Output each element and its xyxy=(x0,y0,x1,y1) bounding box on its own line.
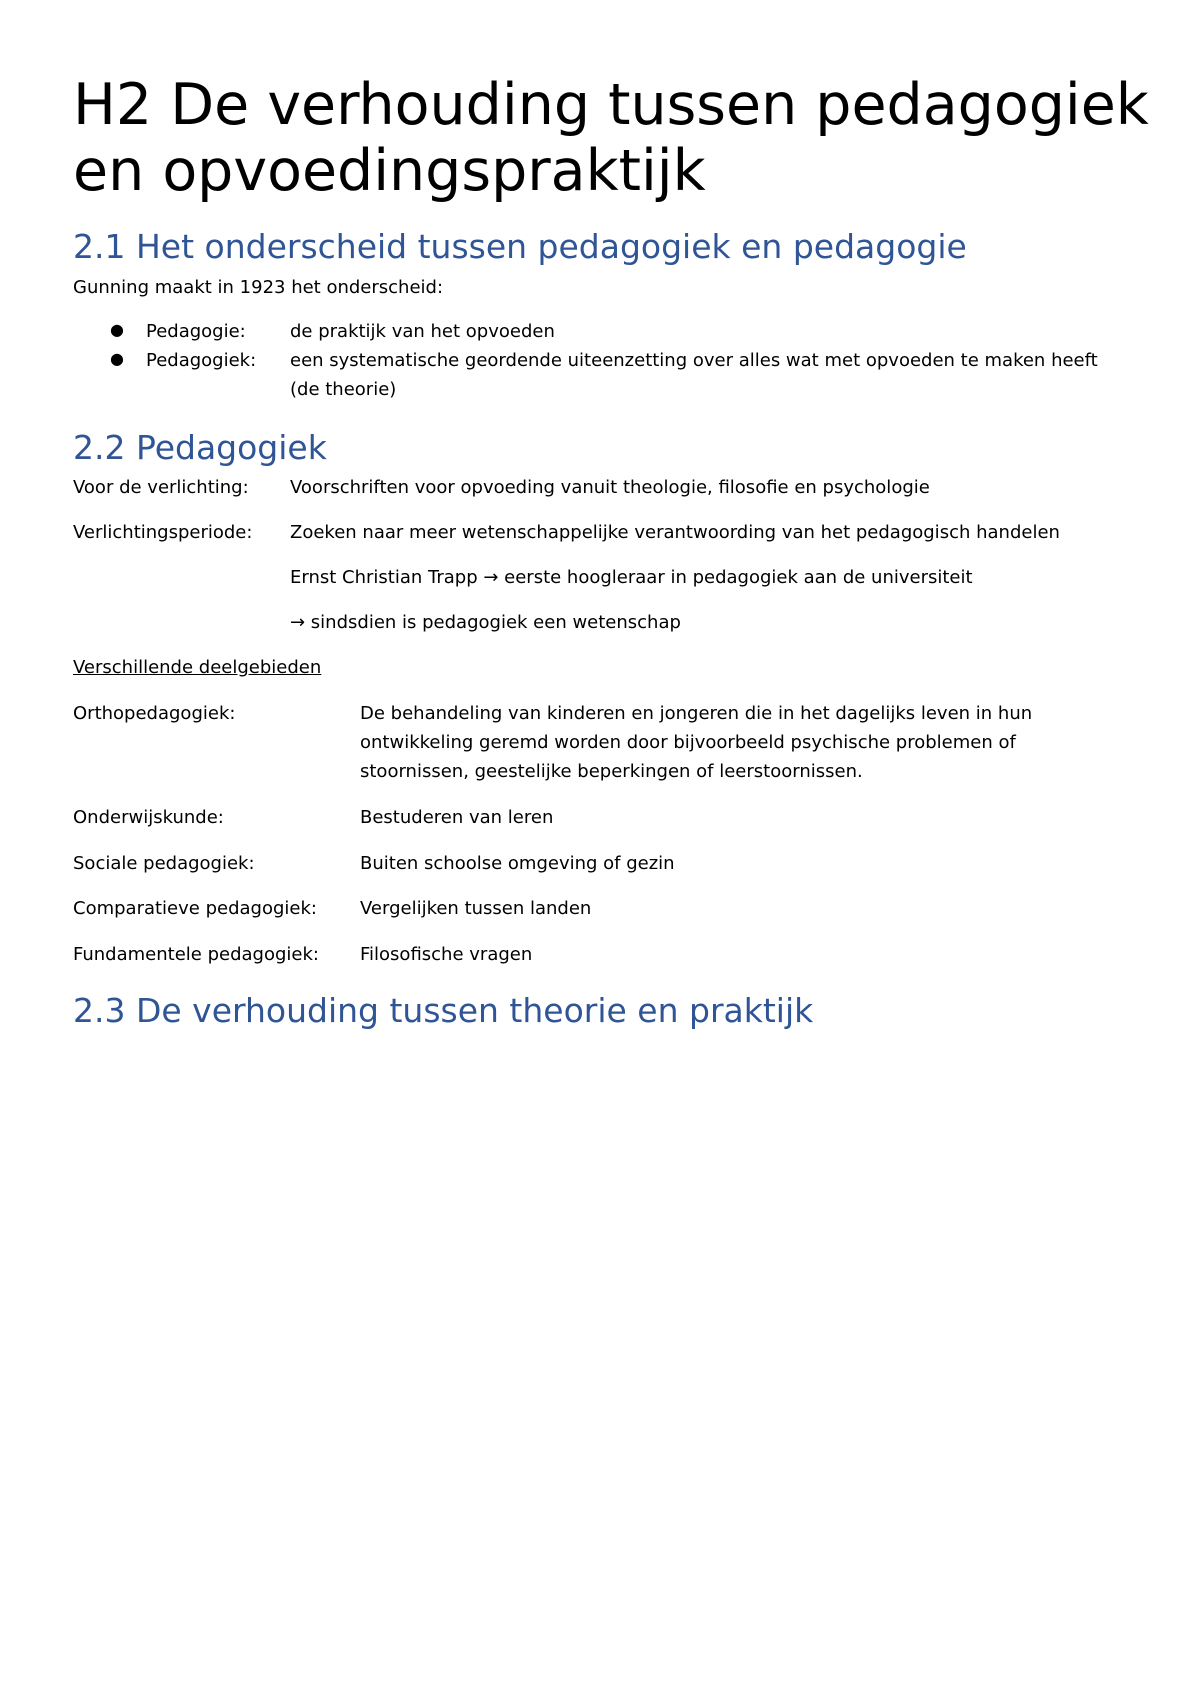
list-item-term: Pedagogie: xyxy=(146,321,246,342)
period-term: Voor de verlichting: xyxy=(73,477,249,498)
section-heading-2-2: 2.2 Pedagogiek xyxy=(73,428,327,467)
field-term: Fundamentele pedagogiek: xyxy=(73,944,319,965)
section-heading-2-3: 2.3 De verhouding tussen theorie en praktijk xyxy=(73,991,814,1030)
section-intro: Gunning maakt in 1923 het onderscheid: xyxy=(73,277,444,298)
list-item-term: Pedagogiek: xyxy=(146,350,257,371)
field-definition: Filosofische vragen xyxy=(360,944,533,965)
bullet-icon: ● xyxy=(110,349,124,368)
field-definition: Buiten schoolse omgeving of gezin xyxy=(360,853,675,874)
list-item-definition-cont: (de theorie) xyxy=(290,379,397,400)
science-note: → sindsdien is pedagogiek een wetenschap xyxy=(290,612,681,633)
trapp-note: Ernst Christian Trapp → eerste hoogleraar in pedagogiek aan de universiteit xyxy=(290,567,973,588)
page-title-line-1: H2 De verhouding tussen pedagogiek xyxy=(73,72,1149,138)
subheading-deelgebieden: Verschillende deelgebieden xyxy=(73,657,322,678)
field-term: Comparatieve pedagogiek: xyxy=(73,898,317,919)
period-definition: Zoeken naar meer wetenschappelijke verantwoording van het pedagogisch handelen xyxy=(290,522,1060,543)
field-term: Onderwijskunde: xyxy=(73,807,224,828)
field-definition-cont: ontwikkeling geremd worden door bijvoorbeeld psychische problemen of xyxy=(360,732,1016,753)
list-item-definition: de praktijk van het opvoeden xyxy=(290,321,555,342)
list-item-definition: een systematische geordende uiteenzetting over alles wat met opvoeden te maken heeft xyxy=(290,350,1098,371)
period-definition: Voorschriften voor opvoeding vanuit theologie, filosofie en psychologie xyxy=(290,477,930,498)
period-term: Verlichtingsperiode: xyxy=(73,522,253,543)
field-definition: Bestuderen van leren xyxy=(360,807,554,828)
field-term: Orthopedagogiek: xyxy=(73,703,236,724)
bullet-icon: ● xyxy=(110,320,124,339)
section-heading-2-1: 2.1 Het onderscheid tussen pedagogiek en pedagogie xyxy=(73,227,967,266)
page-title-line-2: en opvoedingspraktijk xyxy=(73,138,706,204)
field-definition: De behandeling van kinderen en jongeren die in het dagelijks leven in hun xyxy=(360,703,1033,724)
field-definition-cont: stoornissen, geestelijke beperkingen of leerstoornissen. xyxy=(360,761,863,782)
field-term: Sociale pedagogiek: xyxy=(73,853,255,874)
field-definition: Vergelijken tussen landen xyxy=(360,898,592,919)
